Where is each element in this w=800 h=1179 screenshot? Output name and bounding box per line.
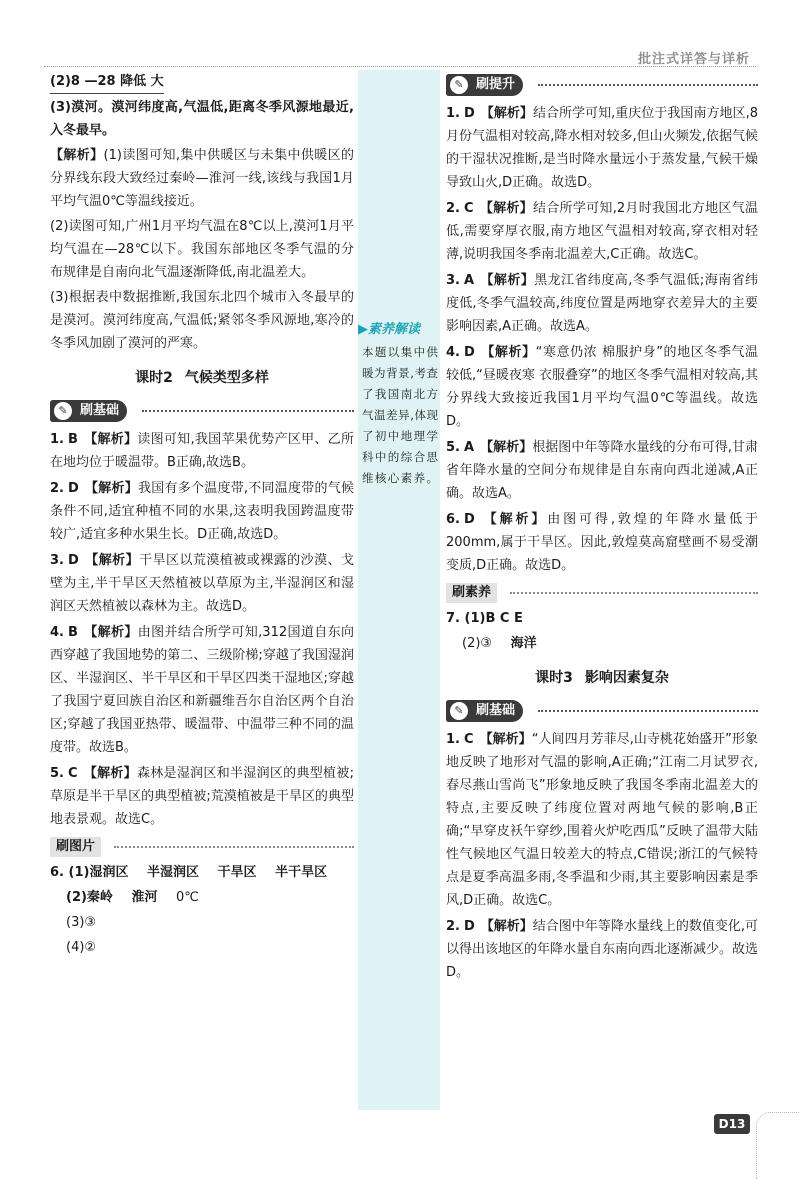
question-item xyxy=(446,269,758,338)
left-column xyxy=(50,70,354,961)
question-item xyxy=(50,428,354,474)
analysis-tag: 【解析】 xyxy=(84,553,140,568)
pen-icon: ✎ xyxy=(450,702,468,720)
analysis-text: “寒意仍浓 棉服护身”的地区冬季气温较低,“昼暖夜寒 衣服叠穿”的地区冬季气温相对较高,其分界线大致接近我国1月平均气温0℃等温线。故选D。 xyxy=(446,345,758,429)
analysis-tag: 【解析】 xyxy=(83,766,137,781)
answer-letter: D xyxy=(463,345,475,360)
analysis-1: 【解析】(1)读图可知,集中供暖区与未集中供暖区的分界线东段大致经过秦岭—淮河一线,该线与我国1月平均气温0℃等温线接近。 xyxy=(50,148,354,209)
analysis-tag: 【解析】 xyxy=(480,440,533,455)
header-divider xyxy=(44,66,756,67)
analysis-text: 由图可得,敦煌的年降水量低于200mm,属于干旱区。因此,敦煌莫高窟壁画不易受潮变质,D正确。故选D。 xyxy=(446,512,758,573)
answer-letter: D xyxy=(67,481,79,496)
question-number: 4. xyxy=(50,625,64,640)
side-note-title: ▶素养解读 xyxy=(358,322,421,337)
right-question-list-2 xyxy=(446,728,758,984)
analysis-tag: 【解析】 xyxy=(480,512,548,527)
analysis-text: 由图并结合所学可知,312国道自东向西穿越了我国地势的第二、三级阶梯;穿越了我国湿润区、半湿润区、半干旱区和干旱区四类干湿地区;穿越了我国宁夏回族自治区和新疆维吾尔自治区两个自治区;穿越了我国亚热带、暖温带、中温带三种不同的温度带。故选B。 xyxy=(50,625,354,755)
answer-letter: A xyxy=(463,273,475,288)
question-6-line-2: (2)秦岭 淮河 0℃ xyxy=(66,890,199,905)
right-question-list xyxy=(446,102,758,577)
analysis-text: 结合所学可知,重庆位于我国南方地区,8月份气温相对较高,降水相对较多,但山火频发,依据气候的干湿状况推断,是当时降水量远小于蒸发量,气候干燥导致山火,D正确。故选D。 xyxy=(446,106,758,190)
side-note-panel xyxy=(358,70,440,1110)
analysis-tag: 【解析】 xyxy=(83,432,138,447)
pen-icon: ✎ xyxy=(54,402,72,420)
question-item xyxy=(446,508,758,577)
question-6-line-4: (4)② xyxy=(66,940,97,955)
answer-line-2: (2)8 —28 降低 大 xyxy=(50,70,354,94)
answer-letter: D xyxy=(463,919,475,934)
question-item xyxy=(446,102,758,194)
question-number: 3. xyxy=(50,553,64,568)
question-item xyxy=(50,762,354,831)
analysis-2: (2)读图可知,广州1月平均气温在8℃以上,漠河1月平均气温在—28℃以下。我国东部地区冬季气温的分布规律是自南向北气温逐渐降低,南北温差大。 xyxy=(50,219,354,280)
page-corner-decoration xyxy=(756,1112,800,1179)
question-number: 5. xyxy=(50,766,64,781)
section-badge-basic: ✎ 刷基础 xyxy=(50,398,354,424)
answer-letter: B xyxy=(67,625,78,640)
question-number: 2. xyxy=(446,919,460,934)
section-badge-basic-2: ✎ 刷基础 xyxy=(446,698,758,724)
answer-letter: D xyxy=(463,512,475,527)
analysis-text: 森林是湿润区和半湿润区的典型植被;草原是半干旱区的典型植被;荒漠植被是干旱区的典型地表景观。故选C。 xyxy=(50,766,354,827)
analysis-tag: 【解析】 xyxy=(479,201,533,216)
right-column xyxy=(446,70,758,986)
analysis-text: 读图可知,我国苹果优势产区甲、乙所在地均位于暖温带。B正确,故选B。 xyxy=(50,432,354,470)
answer-letter: C xyxy=(463,201,474,216)
analysis-text: 结合图中年等降水量线上的数值变化,可以得出该地区的年降水量自东南向西北逐渐减少。故选D。 xyxy=(446,919,759,980)
lesson-title: 课时2 气候类型多样 xyxy=(135,370,269,386)
answer-line-3: (3)漠河。漠河纬度高,气温低,距离冬季风源地最近,入冬最早。 xyxy=(50,100,354,138)
analysis-text: 干旱区以荒漠植被或裸露的沙漠、戈壁为主,半干旱区天然植被以草原为主,半湿润区和湿润区天然植被以森林为主。故选D。 xyxy=(50,553,354,614)
question-item xyxy=(446,341,758,433)
analysis-tag: 【解析】 xyxy=(480,106,533,121)
pen-icon: ✎ xyxy=(450,76,468,94)
analysis-tag: 【解析】 xyxy=(84,481,138,496)
left-question-list xyxy=(50,428,354,831)
question-number: 6. xyxy=(446,512,460,527)
answer-letter: B xyxy=(67,432,78,447)
page-number: D13 xyxy=(714,1114,750,1134)
analysis-text: “人间四月芳菲尽,山寺桃花始盛开”形象地反映了地形对气温的影响,A正确;“江南二月试罗衣,春尽燕山雪尚飞”形象地反映了我国冬季南北温差大的特点,主要反映了纬度位置对两地气候的影响,B正确;“早穿皮袄午穿纱,围着火炉吃西瓜”反映了温带大陆性气候地区气温日较差大的特点,C错误;浙江的气候特点是夏季高温多雨,冬季温和少雨,其主要影响因素是季风,D正确。故选C。 xyxy=(446,732,758,908)
question-7-line-2: (2)③ 海洋 xyxy=(462,636,537,651)
page-header xyxy=(0,0,800,68)
question-item xyxy=(446,915,758,984)
question-number: 1. xyxy=(446,106,460,121)
analysis-tag: 【解析】 xyxy=(479,732,532,747)
lesson-title-3: 课时3 影响因素复杂 xyxy=(535,670,669,686)
answer-letter: D xyxy=(67,553,79,568)
analysis-tag: 【解析】 xyxy=(50,148,104,163)
arrow-right-icon: ▶ xyxy=(358,322,368,337)
analysis-tag: 【解析】 xyxy=(480,273,535,288)
question-item xyxy=(50,549,354,618)
question-number: 1. xyxy=(446,732,460,747)
analysis-tag: 【解析】 xyxy=(480,345,536,360)
question-item xyxy=(50,621,354,759)
question-number: 2. xyxy=(50,481,64,496)
question-6-line-1: 6. (1)湿润区 半湿润区 干旱区 半干旱区 xyxy=(50,865,328,880)
question-item xyxy=(446,436,758,505)
analysis-tag: 【解析】 xyxy=(480,919,533,934)
analysis-3: (3)根据表中数据推断,我国东北四个城市入冬最早的是漠河。漠河纬度高,气温低;紧邻冬季风源地,寒冷的冬季风加剧了漠河的严寒。 xyxy=(50,290,354,351)
section-badge-improve: ✎ 刷提升 xyxy=(446,72,758,98)
section-mini-literacy: 刷素养 xyxy=(446,581,758,605)
analysis-text: 我国有多个温度带,不同温度带的气候条件不同,适宜种植不同的水果,这表明我国跨温度带较广,适宜多种水果生长。D正确,故选D。 xyxy=(50,481,354,542)
question-item xyxy=(446,197,758,266)
question-6-line-3: (3)③ xyxy=(66,915,97,930)
question-number: 2. xyxy=(446,201,460,216)
question-number: 5. xyxy=(446,440,460,455)
analysis-text: 根据图中年等降水量线的分布可得,甘肃省年降水量的空间分布规律是自东南向西北递减,A正确。故选A。 xyxy=(446,440,758,501)
question-number: 4. xyxy=(446,345,460,360)
question-number: 3. xyxy=(446,273,460,288)
analysis-text: 结合所学可知,2月时我国北方地区气温低,需要穿厚衣服,南方地区气温相对较高,穿衣相对轻薄,说明我国冬季南北温差大,C正确。故选C。 xyxy=(446,201,758,262)
answer-letter: C xyxy=(463,732,474,747)
side-note-text: 本题以集中供暖为背景,考查了我国南北方气温差异,体现了初中地理学科中的综合思维核心素养。 xyxy=(362,345,438,485)
answer-letter: D xyxy=(463,106,475,121)
question-number: 1. xyxy=(50,432,64,447)
question-item xyxy=(446,728,758,912)
question-7-line-1: 7. (1)B C E xyxy=(446,611,523,626)
analysis-tag: 【解析】 xyxy=(83,625,138,640)
answer-letter: C xyxy=(67,766,78,781)
analysis-text: 黑龙江省纬度高,冬季气温低;海南省纬度低,冬季气温较高,纬度位置是两地穿衣差异大的主要影响因素,A正确。故选A。 xyxy=(446,273,758,334)
header-label: 批注式详答与详析 xyxy=(637,52,750,67)
answer-letter: A xyxy=(463,440,475,455)
section-mini-pictures: 刷图片 xyxy=(50,835,354,859)
question-item xyxy=(50,477,354,546)
